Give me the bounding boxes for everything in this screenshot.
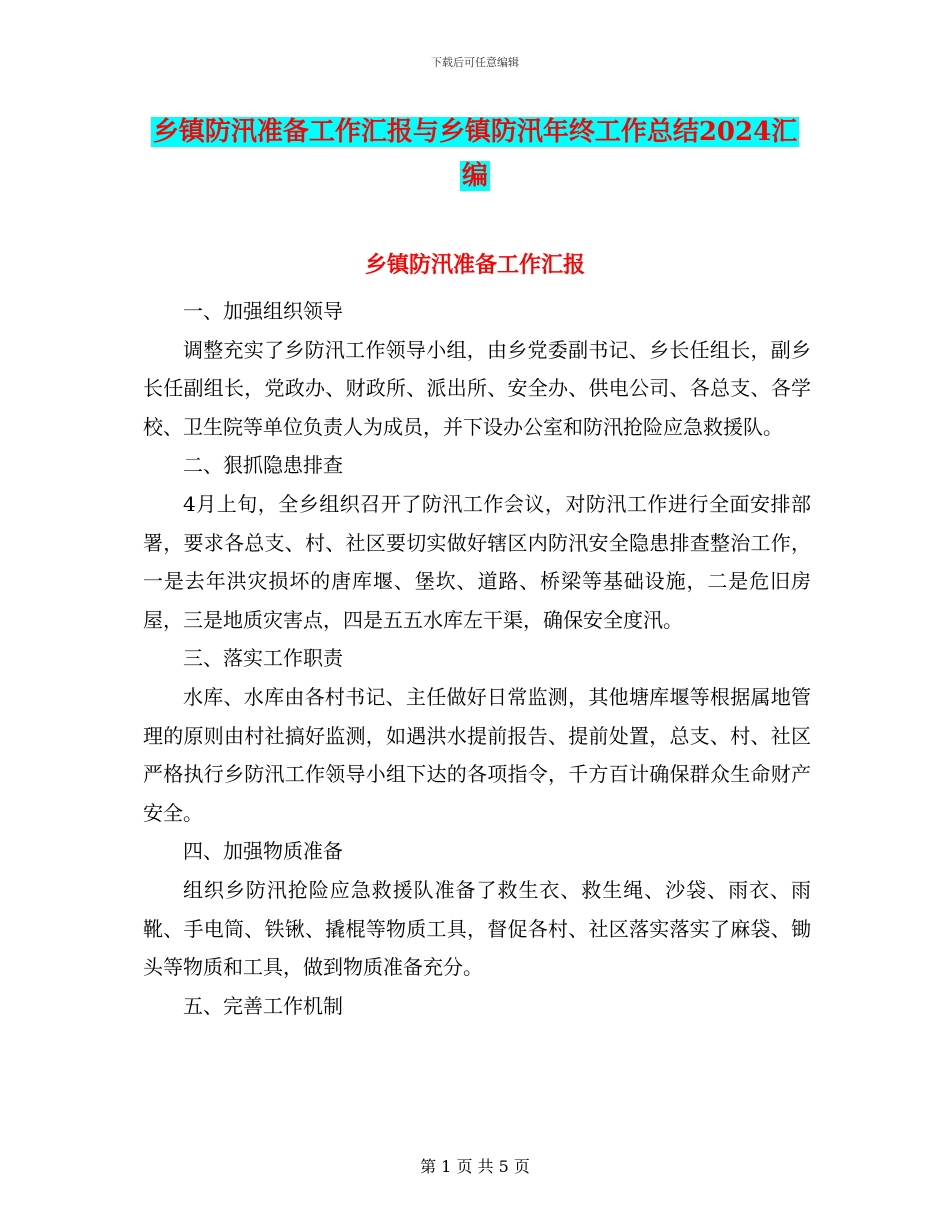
section-title: 乡镇防汛准备工作汇报 <box>364 252 585 278</box>
paragraph-hazard-check: 4月上旬，全乡组织召开了防汛工作会议，对防汛工作进行全面安排部署，要求各总支、村、社区要切实做好辖区内防汛安全隐患排查整治工作，一是去年洪灾损坏的唐库堰、堡坎、道路、桥梁等基础设施，二是危旧房屋，三是地质灾害点，四是五五水库左干渠，确保安全度汛。 <box>143 491 811 632</box>
heading-responsibilities: 三、落实工作职责 <box>183 646 343 671</box>
paragraph-organization: 调整充实了乡防汛工作领导小组，由乡党委副书记、乡长任组长，副乡长任副组长，党政办、财政所、派出所、安全办、供电公司、各总支、各学校、卫生院等单位负责人为成员，并下设办公室和防汛抢险应急救援队。 <box>143 337 811 439</box>
document-title <box>142 110 808 198</box>
document-body <box>143 292 811 1025</box>
document-title-text: 乡镇防汛准备工作汇报与乡镇防汛年终工作总结2024汇编 <box>152 117 798 191</box>
heading-organization: 一、加强组织领导 <box>183 299 343 323</box>
heading-hazard-check: 二、狠抓隐患排查 <box>183 453 343 478</box>
paragraph-responsibilities: 水库、水库由各村书记、主任做好日常监测，其他塘库堰等根据属地管理的原则由村社搞好监测，如遇洪水提前报告、提前处置，总支、村、社区严格执行乡防汛工作领导小组下达的各项指令，千方百计确保群众生命财产安全。 <box>143 684 811 825</box>
page-footer: 第 1 页 共 5 页 <box>420 1157 530 1176</box>
header-note: 下载后可任意编辑 <box>431 56 519 69</box>
heading-materials: 四、加强物质准备 <box>183 839 343 864</box>
heading-mechanism: 五、完善工作机制 <box>183 993 343 1018</box>
paragraph-materials: 组织乡防汛抢险应急救援队准备了救生衣、救生绳、沙袋、雨衣、雨靴、手电筒、铁锹、撬棍等物质工具，督促各村、社区落实落实了麻袋、锄头等物质和工具，做到物质准备充分。 <box>143 877 811 980</box>
